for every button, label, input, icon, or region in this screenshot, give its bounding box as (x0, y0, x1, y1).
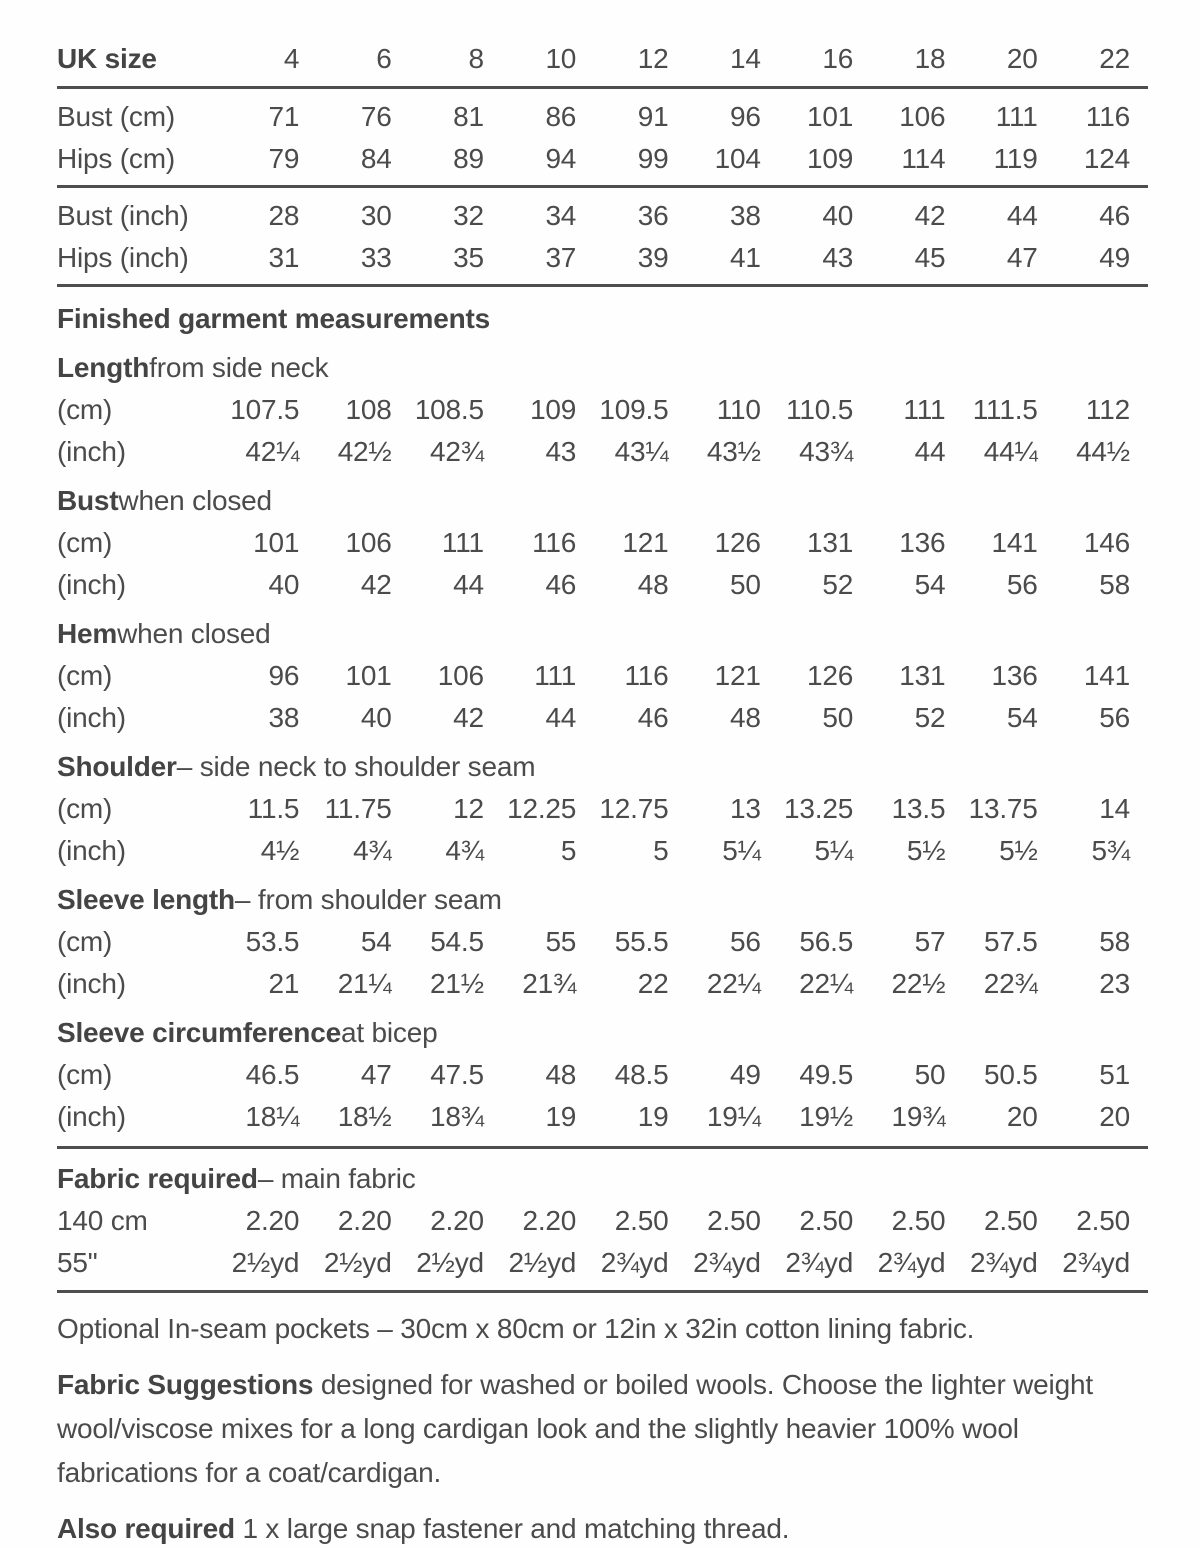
row-label: Bust (inch) (57, 200, 189, 231)
value-cell: 56 (730, 926, 761, 957)
value-cell: 44 (453, 569, 484, 600)
value-cell: 112 (1085, 394, 1130, 425)
value-cell: 101 (253, 527, 300, 558)
value-cell: 81 (453, 101, 484, 132)
value-cell: 111 (903, 394, 946, 425)
value-cell: 43 (545, 436, 577, 467)
value-cell: 13.5 (891, 793, 946, 824)
fabric-required-heading-row (57, 1158, 1148, 1200)
value-cell: 2¾yd (693, 1247, 761, 1278)
body-measurements-cm-block (57, 89, 1148, 188)
note-also-required-text: 1 x large snap fastener and matching thread. (234, 1513, 790, 1544)
value-cell: 2.50 (707, 1205, 761, 1236)
value-cell: 50 (914, 1059, 946, 1090)
value-cell: 19½ (799, 1101, 854, 1132)
value-cell: 21¼ (337, 968, 392, 999)
table-row-width-55in (57, 1242, 1148, 1284)
section-heading-shoulder (57, 746, 1148, 788)
section-title-bold: Length (57, 352, 150, 383)
value-cell: 57 (914, 926, 946, 957)
table-row-hem-closed-inch (57, 697, 1148, 739)
value-cell: 110.5 (786, 394, 854, 425)
value-cell: 76 (360, 101, 392, 132)
value-cell: 101 (806, 101, 854, 132)
fabric-required-rows (57, 1200, 1148, 1284)
value-cell: 5½ (906, 835, 946, 866)
value-cell: 5½ (999, 835, 1038, 866)
value-cell: 48 (545, 1059, 577, 1090)
value-cell: 106 (345, 527, 392, 558)
value-cell: 5¾ (1091, 835, 1130, 866)
value-cell: 2.50 (983, 1205, 1038, 1236)
value-cell: 44 (545, 702, 577, 733)
table-row-length-inch (57, 431, 1148, 473)
value-cell: 46 (545, 569, 577, 600)
uk-size-label: UK size (57, 43, 157, 74)
finished-garment-title: Finished garment measurements (57, 303, 490, 334)
value-cell: 42 (360, 569, 392, 600)
row-label: Hips (cm) (57, 143, 175, 174)
table-row-bust-cm (57, 96, 1148, 138)
value-cell: 44 (914, 436, 946, 467)
value-cell: 51 (1099, 1059, 1130, 1090)
value-cell: 48 (637, 569, 669, 600)
value-cell: 91 (637, 101, 669, 132)
value-cell: 18 (914, 43, 946, 74)
value-cell: 121 (622, 527, 669, 558)
row-label: (inch) (57, 835, 126, 866)
value-cell: 2½yd (416, 1247, 484, 1278)
value-cell: 99 (637, 143, 669, 174)
value-cell: 124 (1083, 143, 1130, 174)
value-cell: 2.20 (430, 1205, 484, 1236)
value-cell: 19¾ (891, 1101, 946, 1132)
value-cell: 11.5 (247, 793, 300, 824)
value-cell: 20 (1006, 43, 1038, 74)
value-cell: 86 (545, 101, 577, 132)
value-cell: 33 (360, 242, 392, 273)
value-cell: 30 (360, 200, 392, 231)
section-heading-hem-closed (57, 613, 1148, 655)
value-cell: 126 (806, 660, 854, 691)
value-cell: 12 (453, 793, 484, 824)
value-cell: 52 (914, 702, 946, 733)
table-row-bust-closed-cm (57, 522, 1148, 564)
value-cell: 39 (637, 242, 669, 273)
section-title-rest: at bicep (340, 1017, 438, 1048)
value-cell: 32 (453, 200, 484, 231)
table-row-width-140cm (57, 1200, 1148, 1242)
table-row-sleeve-length-inch (57, 963, 1148, 1005)
value-cell: 116 (1085, 101, 1130, 132)
row-label: 140 cm (57, 1205, 148, 1236)
value-cell: 42 (453, 702, 484, 733)
value-cell: 5¼ (814, 835, 854, 866)
section-heading-length (57, 347, 1148, 389)
value-cell: 79 (268, 143, 300, 174)
value-cell: 18¾ (429, 1101, 484, 1132)
value-cell: 4¾ (445, 835, 484, 866)
value-cell: 96 (730, 101, 761, 132)
value-cell: 108 (345, 394, 392, 425)
value-cell: 114 (901, 143, 946, 174)
value-cell: 49 (1099, 242, 1130, 273)
value-cell: 96 (268, 660, 300, 691)
finished-garment-block (57, 287, 1148, 1149)
value-cell: 46.5 (245, 1059, 300, 1090)
value-cell: 2.50 (1076, 1205, 1130, 1236)
value-cell: 2.50 (614, 1205, 669, 1236)
value-cell: 2.50 (891, 1205, 946, 1236)
table-row-bust-inch (57, 195, 1148, 237)
value-cell: 71 (268, 101, 300, 132)
section-heading-sleeve-circumference (57, 1012, 1148, 1054)
section-title-bold: Sleeve circumference (57, 1017, 341, 1048)
value-cell: 43 (822, 242, 854, 273)
row-label: (inch) (57, 569, 126, 600)
value-cell: 2.20 (522, 1205, 577, 1236)
value-cell: 13 (730, 793, 761, 824)
value-cell: 48 (730, 702, 761, 733)
value-cell: 2½yd (231, 1247, 300, 1278)
value-cell: 45 (914, 242, 946, 273)
row-label: Hips (inch) (57, 242, 189, 273)
value-cell: 2.50 (799, 1205, 854, 1236)
row-label: (inch) (57, 436, 126, 467)
table-row-sleeve-circumference-inch (57, 1096, 1148, 1138)
value-cell: 47.5 (430, 1059, 484, 1090)
section-title-rest: – from shoulder seam (234, 884, 502, 915)
fabric-required-block (57, 1149, 1148, 1293)
value-cell: 136 (991, 660, 1038, 691)
row-label: (cm) (57, 926, 113, 957)
value-cell: 108.5 (414, 394, 484, 425)
row-label: 55" (57, 1247, 98, 1278)
table-row-hips-inch (57, 237, 1148, 279)
value-cell: 12 (637, 43, 669, 74)
value-cell: 11.75 (324, 793, 392, 824)
value-cell: 2.20 (337, 1205, 392, 1236)
value-cell: 57.5 (983, 926, 1038, 957)
table-row-length-cm (57, 389, 1148, 431)
row-label: (cm) (57, 394, 113, 425)
value-cell: 53.5 (245, 926, 300, 957)
value-cell: 14 (1099, 793, 1130, 824)
value-cell: 2¾yd (785, 1247, 854, 1278)
value-cell: 107.5 (230, 394, 300, 425)
table-row-hem-closed-cm (57, 655, 1148, 697)
value-cell: 50 (730, 569, 761, 600)
value-cell: 8 (468, 43, 484, 74)
note-also-required-bold: Also required (57, 1513, 235, 1544)
notes-section (57, 1293, 1148, 1548)
value-cell: 40 (268, 569, 300, 600)
row-label: (cm) (57, 1059, 113, 1090)
value-cell: 42½ (337, 436, 392, 467)
value-cell: 109 (530, 394, 577, 425)
value-cell: 5¼ (722, 835, 761, 866)
value-cell: 131 (806, 527, 854, 558)
value-cell: 2¾yd (877, 1247, 946, 1278)
value-cell: 119 (993, 143, 1038, 174)
value-cell: 16 (822, 43, 854, 74)
value-cell: 42¾ (429, 436, 484, 467)
value-cell: 111.5 (972, 394, 1038, 425)
value-cell: 34 (545, 200, 577, 231)
value-cell: 37 (545, 242, 577, 273)
value-cell: 10 (545, 43, 577, 74)
value-cell: 44 (1006, 200, 1038, 231)
row-label: (cm) (57, 793, 113, 824)
fabric-required-title-bold: Fabric required (57, 1163, 258, 1194)
value-cell: 36 (637, 200, 669, 231)
value-cell: 4½ (260, 835, 300, 866)
value-cell: 84 (360, 143, 392, 174)
value-cell: 89 (453, 143, 484, 174)
value-cell: 54 (360, 926, 392, 957)
table-row-sleeve-circumference-cm (57, 1054, 1148, 1096)
value-cell: 19 (545, 1101, 577, 1132)
value-cell: 54 (914, 569, 946, 600)
section-title-rest: when closed (117, 618, 271, 649)
value-cell: 58 (1099, 926, 1130, 957)
value-cell: 18½ (337, 1101, 392, 1132)
value-cell: 21½ (429, 968, 484, 999)
value-cell: 4 (283, 43, 300, 74)
note-pockets (57, 1307, 1148, 1351)
value-cell: 48.5 (614, 1059, 669, 1090)
value-cell: 44¼ (983, 436, 1038, 467)
value-cell: 2¾yd (1062, 1247, 1130, 1278)
value-cell: 111 (534, 660, 577, 691)
value-cell: 2½yd (323, 1247, 392, 1278)
value-cell: 43¼ (614, 436, 669, 467)
row-label: (inch) (57, 968, 126, 999)
value-cell: 55 (545, 926, 577, 957)
value-cell: 131 (899, 660, 946, 691)
value-cell: 56.5 (799, 926, 854, 957)
section-title-rest: – side neck to shoulder seam (176, 751, 536, 782)
finished-garment-title-row (57, 298, 1148, 340)
value-cell: 40 (822, 200, 854, 231)
section-title-bold: Hem (57, 618, 118, 649)
value-cell: 21 (268, 968, 300, 999)
row-label: (inch) (57, 702, 126, 733)
value-cell: 116 (532, 527, 577, 558)
value-cell: 47 (360, 1059, 392, 1090)
note-fabric-suggestions-text: designed for washed or boiled wools. Choose the lighter weight wool/viscose mixes for a long cardigan look and the slightly heavier 100% wool fabrications for a coat/cardigan. (57, 1369, 1093, 1488)
note-fabric-suggestions-bold: Fabric Suggestions (57, 1369, 314, 1400)
value-cell: 18¼ (245, 1101, 300, 1132)
value-cell: 13.75 (968, 793, 1038, 824)
finished-garment-sections (57, 347, 1148, 1138)
value-cell: 141 (1083, 660, 1130, 691)
value-cell: 6 (376, 43, 392, 74)
value-cell: 2½yd (508, 1247, 577, 1278)
value-cell: 55.5 (614, 926, 669, 957)
value-cell: 126 (714, 527, 761, 558)
value-cell: 44½ (1076, 436, 1130, 467)
value-cell: 42 (914, 200, 946, 231)
value-cell: 46 (1099, 200, 1130, 231)
section-title-bold: Shoulder (57, 751, 177, 782)
value-cell: 22¼ (706, 968, 761, 999)
section-title-rest: when closed (118, 485, 272, 516)
uk-size-header-row (57, 38, 1148, 80)
value-cell: 40 (360, 702, 392, 733)
table-row-sleeve-length-cm (57, 921, 1148, 963)
value-cell: 22¾ (983, 968, 1038, 999)
table-row-hips-cm (57, 138, 1148, 180)
value-cell: 13.25 (784, 793, 854, 824)
value-cell: 22 (637, 968, 669, 999)
row-label: (cm) (57, 527, 113, 558)
row-label: (cm) (57, 660, 113, 691)
value-cell: 104 (714, 143, 761, 174)
value-cell: 2¾yd (969, 1247, 1038, 1278)
value-cell: 136 (899, 527, 946, 558)
value-cell: 50.5 (983, 1059, 1038, 1090)
value-cell: 42¼ (245, 436, 300, 467)
section-title-bold: Sleeve length (57, 884, 235, 915)
value-cell: 94 (545, 143, 577, 174)
table-row-shoulder-cm (57, 788, 1148, 830)
value-cell: 12.75 (599, 793, 669, 824)
fabric-required-title-rest: – main fabric (257, 1163, 416, 1194)
row-label: Bust (cm) (57, 101, 175, 132)
row-label: (inch) (57, 1101, 126, 1132)
value-cell: 106 (437, 660, 484, 691)
uk-size-header-block (57, 38, 1148, 89)
value-cell: 109.5 (599, 394, 669, 425)
section-title-rest: from side neck (149, 352, 329, 383)
value-cell: 38 (268, 702, 300, 733)
value-cell: 23 (1099, 968, 1130, 999)
value-cell: 2¾yd (600, 1247, 669, 1278)
section-title-bold: Bust (57, 485, 119, 516)
value-cell: 50 (822, 702, 854, 733)
note-also-required (57, 1507, 1148, 1548)
value-cell: 116 (624, 660, 669, 691)
value-cell: 19¼ (706, 1101, 761, 1132)
value-cell: 41 (730, 242, 761, 273)
value-cell: 121 (714, 660, 761, 691)
value-cell: 47 (1006, 242, 1038, 273)
value-cell: 4¾ (353, 835, 392, 866)
table-row-shoulder-inch (57, 830, 1148, 872)
value-cell: 20 (1006, 1101, 1038, 1132)
value-cell: 58 (1099, 569, 1130, 600)
value-cell: 2.20 (245, 1205, 300, 1236)
section-heading-bust-closed (57, 480, 1148, 522)
value-cell: 46 (637, 702, 669, 733)
note-fabric-suggestions (57, 1363, 1148, 1495)
value-cell: 31 (268, 242, 300, 273)
value-cell: 22 (1099, 43, 1130, 74)
value-cell: 14 (730, 43, 761, 74)
value-cell: 56 (1006, 569, 1038, 600)
value-cell: 101 (345, 660, 392, 691)
value-cell: 12.25 (507, 793, 577, 824)
value-cell: 49.5 (799, 1059, 854, 1090)
value-cell: 146 (1083, 527, 1130, 558)
value-cell: 5 (653, 835, 669, 866)
value-cell: 38 (730, 200, 761, 231)
note-pockets-text: Optional In-seam pockets – 30cm x 80cm or 12in x 32in cotton lining fabric. (57, 1313, 975, 1344)
value-cell: 111 (441, 527, 484, 558)
value-cell: 54 (1006, 702, 1038, 733)
value-cell: 19 (637, 1101, 669, 1132)
value-cell: 56 (1099, 702, 1130, 733)
value-cell: 106 (899, 101, 946, 132)
value-cell: 52 (822, 569, 854, 600)
value-cell: 43½ (706, 436, 761, 467)
value-cell: 141 (991, 527, 1038, 558)
section-heading-sleeve-length (57, 879, 1148, 921)
value-cell: 54.5 (430, 926, 484, 957)
value-cell: 49 (730, 1059, 761, 1090)
value-cell: 109 (806, 143, 854, 174)
value-cell: 110 (716, 394, 761, 425)
value-cell: 35 (453, 242, 484, 273)
value-cell: 5 (560, 835, 577, 866)
table-row-bust-closed-inch (57, 564, 1148, 606)
value-cell: 43¾ (799, 436, 854, 467)
body-measurements-inch-block (57, 188, 1148, 287)
value-cell: 22¼ (799, 968, 854, 999)
value-cell: 20 (1099, 1101, 1130, 1132)
value-cell: 22½ (891, 968, 946, 999)
value-cell: 111 (995, 101, 1038, 132)
value-cell: 21¾ (522, 968, 577, 999)
value-cell: 28 (268, 200, 300, 231)
